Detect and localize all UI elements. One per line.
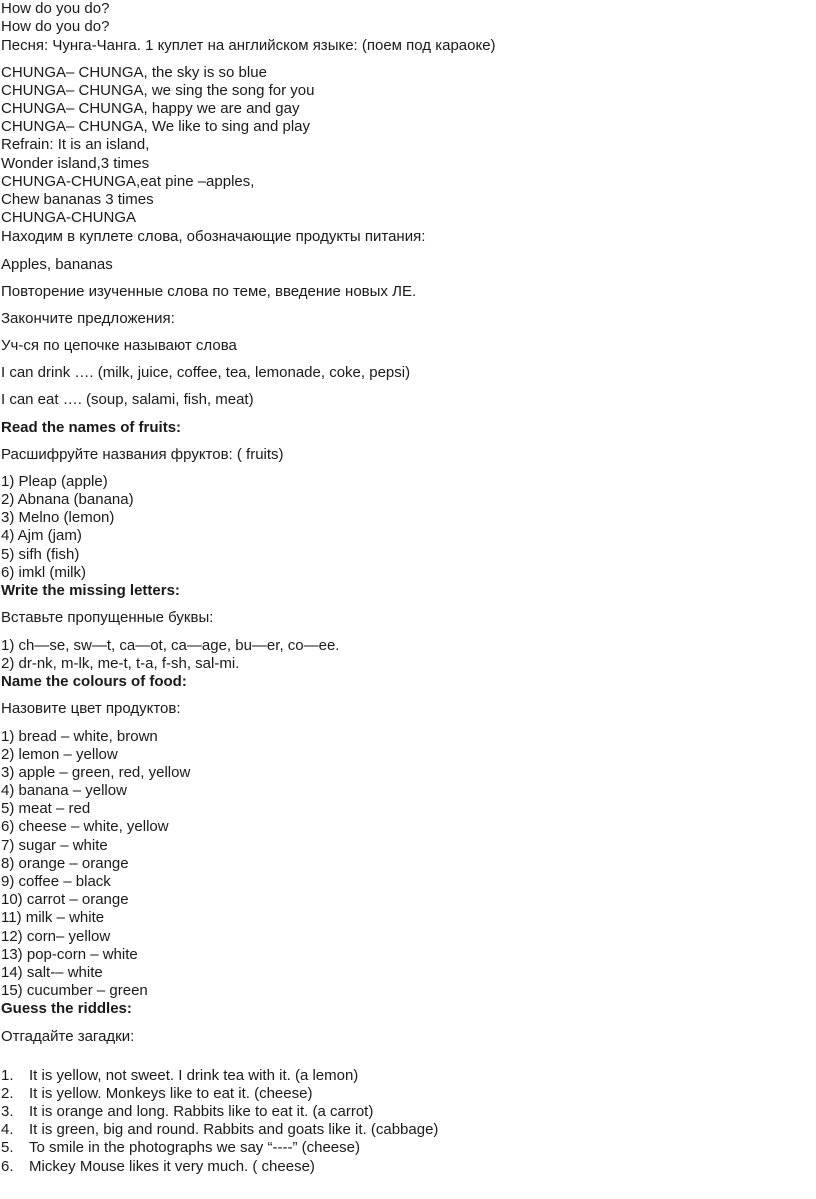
list-item: 12) corn– yellow	[1, 928, 111, 945]
riddle-text: Mickey Mouse likes it very much. ( cheese)	[29, 1158, 315, 1175]
list-item: 3) Melno (lemon)	[1, 509, 115, 526]
riddle-number: 2.	[1, 1085, 14, 1102]
list-item: 4) Ajm (jam)	[1, 527, 82, 544]
list-item: 10) carrot – orange	[1, 891, 129, 908]
riddles-instruction: Отгадайте загадки:	[1, 1028, 135, 1045]
list-item: 2) lemon – yellow	[1, 746, 118, 763]
lyric-line: CHUNGA– CHUNGA, the sky is so blue	[1, 64, 267, 81]
list-item: 15) cucumber – green	[1, 982, 148, 999]
can-drink: I can drink …. (milk, juice, coffee, tea, lemonade, coke, pepsi)	[1, 364, 411, 381]
fruits-heading: Read the names of fruits:	[1, 419, 182, 436]
list-item: 14) salt-– white	[1, 964, 103, 981]
list-item: 8) orange – orange	[1, 855, 129, 872]
colours-heading: Name the colours of food:	[1, 673, 187, 690]
lyric-line: Wonder island,3 times	[1, 155, 150, 172]
colours-instruction: Назовите цвет продуктов:	[1, 700, 181, 717]
list-item: 1) Pleap (apple)	[1, 473, 108, 490]
riddle-number: 5.	[1, 1139, 14, 1156]
list-item: 11) milk – white	[1, 909, 105, 926]
list-item: 6) cheese – white, yellow	[1, 818, 169, 835]
list-item: 2) Abnana (banana)	[1, 491, 134, 508]
lyric-line: CHUNGA-CHUNGA	[1, 209, 136, 226]
list-item: 13) pop-corn – white	[1, 946, 138, 963]
missing-instruction: Вставьте пропущенные буквы:	[1, 609, 214, 626]
lyric-line: CHUNGA– CHUNGA, We like to sing and play	[1, 118, 310, 135]
greeting-line-2: How do you do?	[1, 18, 110, 35]
list-item: 3) apple – green, red, yellow	[1, 764, 191, 781]
lyric-line: CHUNGA– CHUNGA, we sing the song for you	[1, 82, 315, 99]
list-item: 9) coffee – black	[1, 873, 111, 890]
riddle-text: To smile in the photographs we say “----” (cheese)	[29, 1139, 360, 1156]
riddle-text: It is green, big and round. Rabbits and goats like it. (cabbage)	[29, 1121, 439, 1138]
answer-words: Apples, bananas	[1, 256, 113, 273]
riddle-text: It is orange and long. Rabbits like to eat it. (a carrot)	[29, 1103, 374, 1120]
list-item: 1) bread – white, brown	[1, 728, 158, 745]
list-item: 2) dr-nk, m-lk, me-t, t-a, f-sh, sal-mi.	[1, 655, 240, 672]
finish-sentences: Закончите предложения:	[1, 310, 175, 327]
chain-naming: Уч-ся по цепочке называют слова	[1, 337, 237, 354]
list-item: 4) banana – yellow	[1, 782, 127, 799]
lyric-line: CHUNGA-CHUNGA,eat pine –apples,	[1, 173, 255, 190]
lyric-line: Refrain: It is an island,	[1, 136, 150, 153]
find-words-instruction: Находим в куплете слова, обозначающие продукты питания:	[1, 228, 426, 245]
riddle-number: 4.	[1, 1121, 14, 1138]
fruits-instruction: Расшифруйте названия фруктов: ( fruits)	[1, 446, 284, 463]
list-item: 5) sifh (fish)	[1, 546, 80, 563]
list-item: 7) sugar – white	[1, 837, 108, 854]
riddle-number: 6.	[1, 1158, 14, 1175]
riddle-text: It is yellow, not sweet. I drink tea with it. (a lemon)	[29, 1067, 359, 1084]
riddle-number: 1.	[1, 1067, 14, 1084]
riddle-number: 3.	[1, 1103, 14, 1120]
lyric-line: CHUNGA– CHUNGA, happy we are and gay	[1, 100, 300, 117]
song-title: Песня: Чунга-Чанга. 1 куплет на английском языке: (поем под караоке)	[1, 37, 496, 54]
list-item: 6) imkl (milk)	[1, 564, 86, 581]
list-item: 5) meat – red	[1, 800, 91, 817]
lyric-line: Chew bananas 3 times	[1, 191, 154, 208]
missing-heading: Write the missing letters:	[1, 582, 180, 599]
list-item: 1) ch—se, sw—t, ca—ot, ca—age, bu—er, co—ee.	[1, 637, 340, 654]
riddle-text: It is yellow. Monkeys like to eat it. (cheese)	[29, 1085, 313, 1102]
repeat-words: Повторение изученные слова по теме, введение новых ЛЕ.	[1, 283, 417, 300]
can-eat: I can eat …. (soup, salami, fish, meat)	[1, 391, 254, 408]
riddles-heading: Guess the riddles:	[1, 1000, 132, 1017]
greeting-line-1: How do you do?	[1, 0, 110, 17]
